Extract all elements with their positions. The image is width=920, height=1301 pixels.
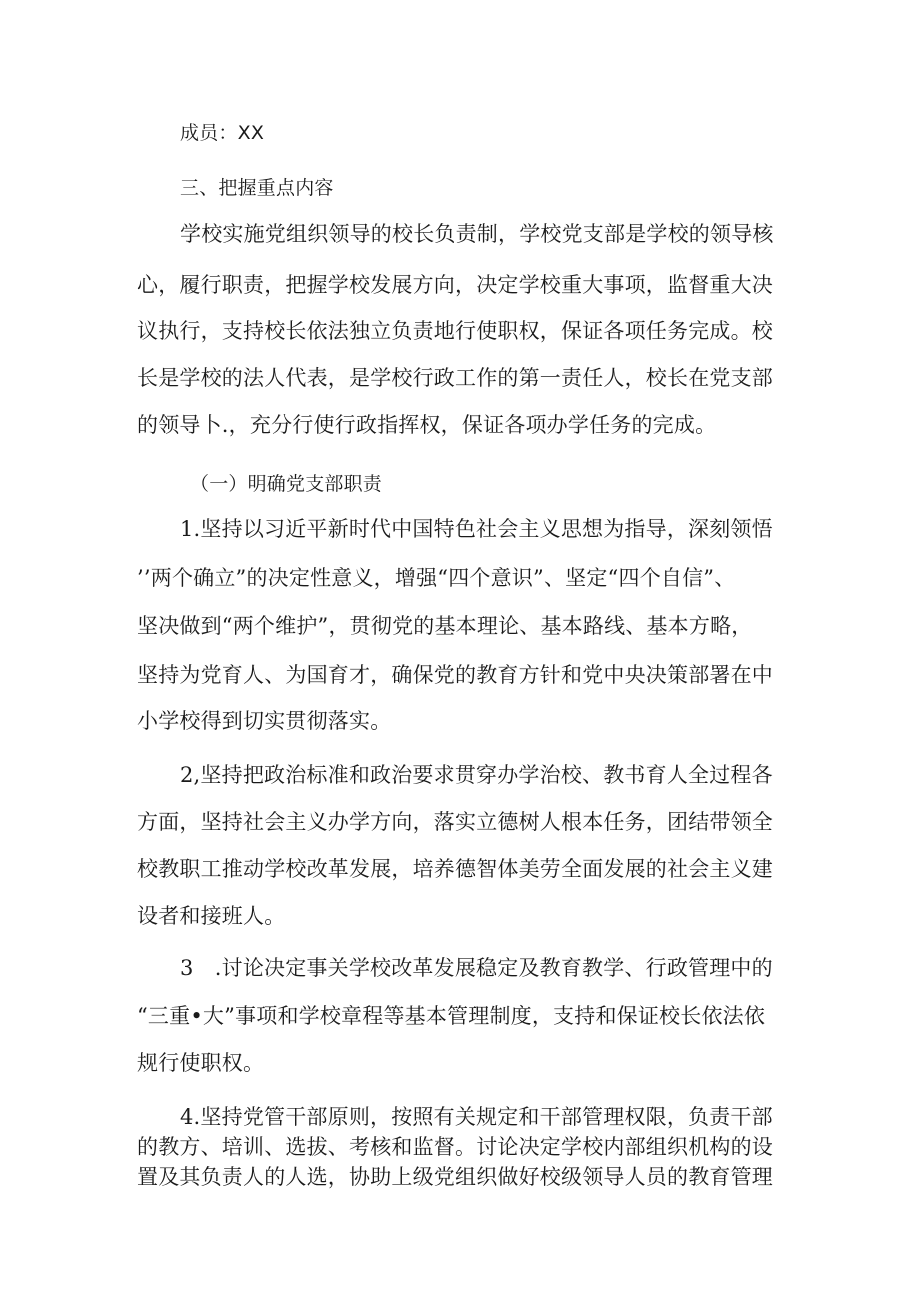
- paragraph-line: 3 .讨论决定事关学校改革发展稳定及教育教学、行政管理中的: [180, 956, 773, 980]
- paragraph-line: 设者和接班人。: [137, 904, 286, 928]
- paragraph-line: “三重•大”事项和学校章程等基本管理制度，支持和保证校长依法依: [137, 1004, 766, 1028]
- paragraph-line: 学校实施党组织领导的校长负责制，学校党支部是学校的领导核: [180, 222, 774, 246]
- paragraph-line: 校教职工推动学校改革发展，培养德智体美劳全面发展的社会主义建: [137, 857, 773, 881]
- paragraph-line: 方面，坚持社会主义办学方向，落实立德树人根本任务，团结带领全: [137, 810, 773, 834]
- paragraph-line: 2,坚持把政治标准和政治要求贯穿办学治校、教书育人全过程各: [180, 763, 773, 787]
- paragraph-line: 长是学校的法人代表，是学校行政工作的第一责任人，校长在党支部: [137, 366, 773, 390]
- paragraph-line: 小学校得到切实贯彻落实。: [137, 709, 392, 733]
- subsection-heading-1: （一）明确党支部职责: [190, 473, 383, 495]
- section-heading-3: 三、把握重点内容: [180, 177, 334, 199]
- paragraph-line: 1.坚持以习近平新时代中国特色社会主义思想为指导，深刻领悟: [180, 517, 773, 541]
- paragraph-line: 心，履行职责，把握学校发展方向，决定学校重大事项，监督重大决: [137, 273, 773, 297]
- paragraph-line: 议执行，支持校长依法独立负责地行使职权，保证各项任务完成。校: [137, 319, 773, 343]
- paragraph-line: 4.坚持党管干部原则，按照有关规定和干部管理权限，负责干部: [180, 1105, 773, 1129]
- paragraph-line: ’’两个确立”的决定性意义，增强“四个意识”、坚定“四个自信”、: [137, 566, 736, 590]
- paragraph-line: 的领导卜.，充分行使行政指挥权，保证各项办学任务的完成。: [137, 413, 717, 437]
- paragraph-line: 坚持为党育人、为国育才，确保党的教育方针和党中央决策部署在中: [137, 663, 773, 687]
- paragraph-line: 坚决做到“两个维护”，贯彻党的基本理论、基本路线、基本方略，: [137, 614, 753, 638]
- paragraph-line: 规行使职权。: [137, 1051, 265, 1075]
- paragraph-line: 置及其负责人的人选，协助上级党组织做好校级领导人员的教育管理: [137, 1165, 773, 1189]
- paragraph-line: 的教方、培训、选拔、考核和监督。讨论决定学校内部组织机构的设: [137, 1135, 773, 1159]
- members-line: 成员：XX: [180, 122, 265, 144]
